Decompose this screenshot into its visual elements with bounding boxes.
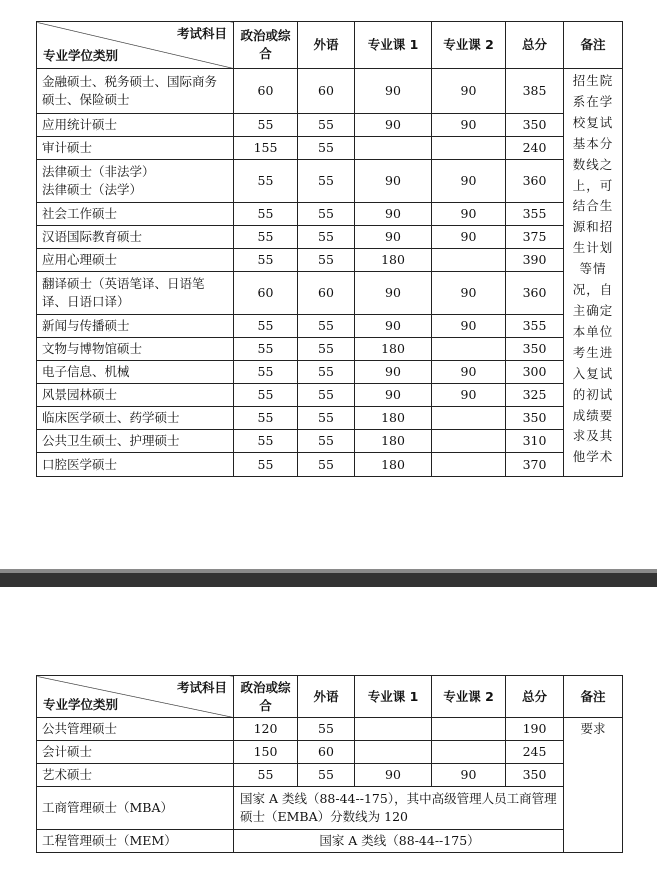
total-score: 310	[506, 430, 564, 453]
score-table-1	[36, 21, 623, 477]
diagonal-header	[37, 22, 234, 69]
total-score: 370	[506, 453, 564, 477]
table-row	[37, 226, 623, 249]
total-score: 190	[506, 718, 564, 741]
major1-score	[355, 741, 432, 764]
category-name: 新闻与传播硕士	[37, 315, 234, 338]
major2-score	[432, 430, 506, 453]
major1-score: 180	[355, 430, 432, 453]
category-name: 文物与博物馆硕士	[37, 338, 234, 361]
score-table-2	[36, 675, 623, 853]
category-name: 金融硕士、税务硕士、国际商务硕士、保险硕士	[37, 69, 234, 114]
table-row	[37, 764, 623, 787]
remark-note: 要求	[564, 718, 623, 853]
foreign-score: 55	[298, 249, 355, 272]
total-score: 240	[506, 137, 564, 160]
politics-score: 150	[234, 741, 298, 764]
col-total: 总分	[506, 676, 564, 718]
col-politics: 政治或综合	[234, 676, 298, 718]
total-score: 375	[506, 226, 564, 249]
major2-score	[432, 249, 506, 272]
foreign-score: 55	[298, 430, 355, 453]
total-score: 350	[506, 407, 564, 430]
major2-score	[432, 741, 506, 764]
major2-score	[432, 407, 506, 430]
total-score: 325	[506, 384, 564, 407]
col-foreign: 外语	[298, 22, 355, 69]
category-name: 应用心理硕士	[37, 249, 234, 272]
col-foreign: 外语	[298, 676, 355, 718]
category-name: 翻译硕士（英语笔译、日语笔译、日语口译）	[37, 272, 234, 315]
foreign-score: 55	[298, 453, 355, 477]
foreign-score: 55	[298, 226, 355, 249]
politics-score: 55	[234, 203, 298, 226]
total-score: 360	[506, 272, 564, 315]
foreign-score: 55	[298, 718, 355, 741]
col-major1: 专业课 1	[355, 676, 432, 718]
header-row	[37, 676, 623, 718]
politics-score: 55	[234, 407, 298, 430]
politics-score: 55	[234, 226, 298, 249]
major2-score: 90	[432, 361, 506, 384]
major1-score: 180	[355, 338, 432, 361]
major1-score: 90	[355, 226, 432, 249]
mem-score-note: 国家 A 类线（88-44--175）	[234, 830, 564, 853]
category-label: 专业学位类别	[43, 697, 119, 712]
foreign-score: 55	[298, 407, 355, 430]
total-score: 360	[506, 160, 564, 203]
mba-score-note: 国家 A 类线（88-44--175），其中高级管理人员工商管理硕士（EMBA）分数线为 120	[234, 787, 564, 830]
politics-score: 55	[234, 249, 298, 272]
table-row	[37, 249, 623, 272]
major1-score: 90	[355, 69, 432, 114]
category-name: 风景园林硕士	[37, 384, 234, 407]
table-row-mba	[37, 787, 623, 830]
major1-score: 180	[355, 453, 432, 477]
foreign-score: 55	[298, 160, 355, 203]
foreign-score: 55	[298, 114, 355, 137]
major1-score: 90	[355, 361, 432, 384]
table-row	[37, 114, 623, 137]
category-name: 电子信息、机械	[37, 361, 234, 384]
foreign-score: 55	[298, 384, 355, 407]
major2-score: 90	[432, 764, 506, 787]
politics-score: 60	[234, 272, 298, 315]
major2-score	[432, 453, 506, 477]
major2-score: 90	[432, 226, 506, 249]
major1-score: 90	[355, 764, 432, 787]
table-row-mem	[37, 830, 623, 853]
major1-score	[355, 718, 432, 741]
foreign-score: 55	[298, 137, 355, 160]
total-score: 355	[506, 203, 564, 226]
major1-score: 90	[355, 114, 432, 137]
politics-score: 55	[234, 114, 298, 137]
page-divider	[0, 573, 657, 587]
table-row	[37, 430, 623, 453]
major1-score: 90	[355, 384, 432, 407]
foreign-score: 60	[298, 272, 355, 315]
major1-score: 90	[355, 203, 432, 226]
major1-score: 180	[355, 407, 432, 430]
major2-score: 90	[432, 160, 506, 203]
col-major2: 专业课 2	[432, 676, 506, 718]
category-name: 工商管理硕士（MBA）	[37, 787, 234, 830]
col-major1: 专业课 1	[355, 22, 432, 69]
foreign-score: 55	[298, 764, 355, 787]
total-score: 300	[506, 361, 564, 384]
total-score: 245	[506, 741, 564, 764]
col-remark: 备注	[564, 22, 623, 69]
category-name: 应用统计硕士	[37, 114, 234, 137]
table-row	[37, 338, 623, 361]
table-row	[37, 315, 623, 338]
category-name: 会计硕士	[37, 741, 234, 764]
subject-label: 考试科目	[176, 26, 227, 41]
col-major2: 专业课 2	[432, 22, 506, 69]
politics-score: 55	[234, 764, 298, 787]
category-name: 公共管理硕士	[37, 718, 234, 741]
subject-label: 考试科目	[176, 680, 227, 695]
major2-score: 90	[432, 203, 506, 226]
politics-score: 155	[234, 137, 298, 160]
politics-score: 55	[234, 315, 298, 338]
politics-score: 60	[234, 69, 298, 114]
category-name: 工程管理硕士（MEM）	[37, 830, 234, 853]
politics-score: 55	[234, 384, 298, 407]
category-name: 艺术硕士	[37, 764, 234, 787]
major2-score: 90	[432, 384, 506, 407]
col-politics: 政治或综合	[234, 22, 298, 69]
table-row	[37, 272, 623, 315]
major2-score	[432, 137, 506, 160]
major2-score: 90	[432, 272, 506, 315]
major2-score	[432, 338, 506, 361]
remark-note: 招生院系在学校复试基本分数线之上，可结合生源和招生计划等情况，自主确定本单位考生进入复试的初试成绩要求及其他学术	[564, 69, 623, 477]
politics-score: 55	[234, 453, 298, 477]
politics-score: 120	[234, 718, 298, 741]
total-score: 350	[506, 114, 564, 137]
foreign-score: 55	[298, 203, 355, 226]
diagonal-header	[37, 676, 234, 718]
total-score: 390	[506, 249, 564, 272]
major2-score: 90	[432, 315, 506, 338]
foreign-score: 60	[298, 741, 355, 764]
col-remark: 备注	[564, 676, 623, 718]
table-row	[37, 137, 623, 160]
foreign-score: 55	[298, 315, 355, 338]
category-name: 社会工作硕士	[37, 203, 234, 226]
major1-score: 90	[355, 315, 432, 338]
major1-score: 180	[355, 249, 432, 272]
foreign-score: 55	[298, 338, 355, 361]
politics-score: 55	[234, 430, 298, 453]
foreign-score: 60	[298, 69, 355, 114]
category-name: 汉语国际教育硕士	[37, 226, 234, 249]
major2-score: 90	[432, 114, 506, 137]
col-total: 总分	[506, 22, 564, 69]
table-row	[37, 453, 623, 477]
major1-score: 90	[355, 272, 432, 315]
category-name: 口腔医学硕士	[37, 453, 234, 477]
politics-score: 55	[234, 338, 298, 361]
table-row	[37, 407, 623, 430]
table-row	[37, 384, 623, 407]
major1-score	[355, 137, 432, 160]
header-row	[37, 22, 623, 69]
category-name: 临床医学硕士、药学硕士	[37, 407, 234, 430]
total-score: 355	[506, 315, 564, 338]
major2-score	[432, 718, 506, 741]
table-row	[37, 741, 623, 764]
category-name: 公共卫生硕士、护理硕士	[37, 430, 234, 453]
foreign-score: 55	[298, 361, 355, 384]
major2-score: 90	[432, 69, 506, 114]
table-row	[37, 203, 623, 226]
table-row	[37, 69, 623, 114]
major1-score: 90	[355, 160, 432, 203]
politics-score: 55	[234, 160, 298, 203]
total-score: 350	[506, 338, 564, 361]
category-name: 法律硕士（非法学） 法律硕士（法学）	[37, 160, 234, 203]
table-row	[37, 160, 623, 203]
table-row	[37, 361, 623, 384]
total-score: 350	[506, 764, 564, 787]
table-row	[37, 718, 623, 741]
category-label: 专业学位类别	[43, 48, 119, 63]
politics-score: 55	[234, 361, 298, 384]
total-score: 385	[506, 69, 564, 114]
category-name: 审计硕士	[37, 137, 234, 160]
